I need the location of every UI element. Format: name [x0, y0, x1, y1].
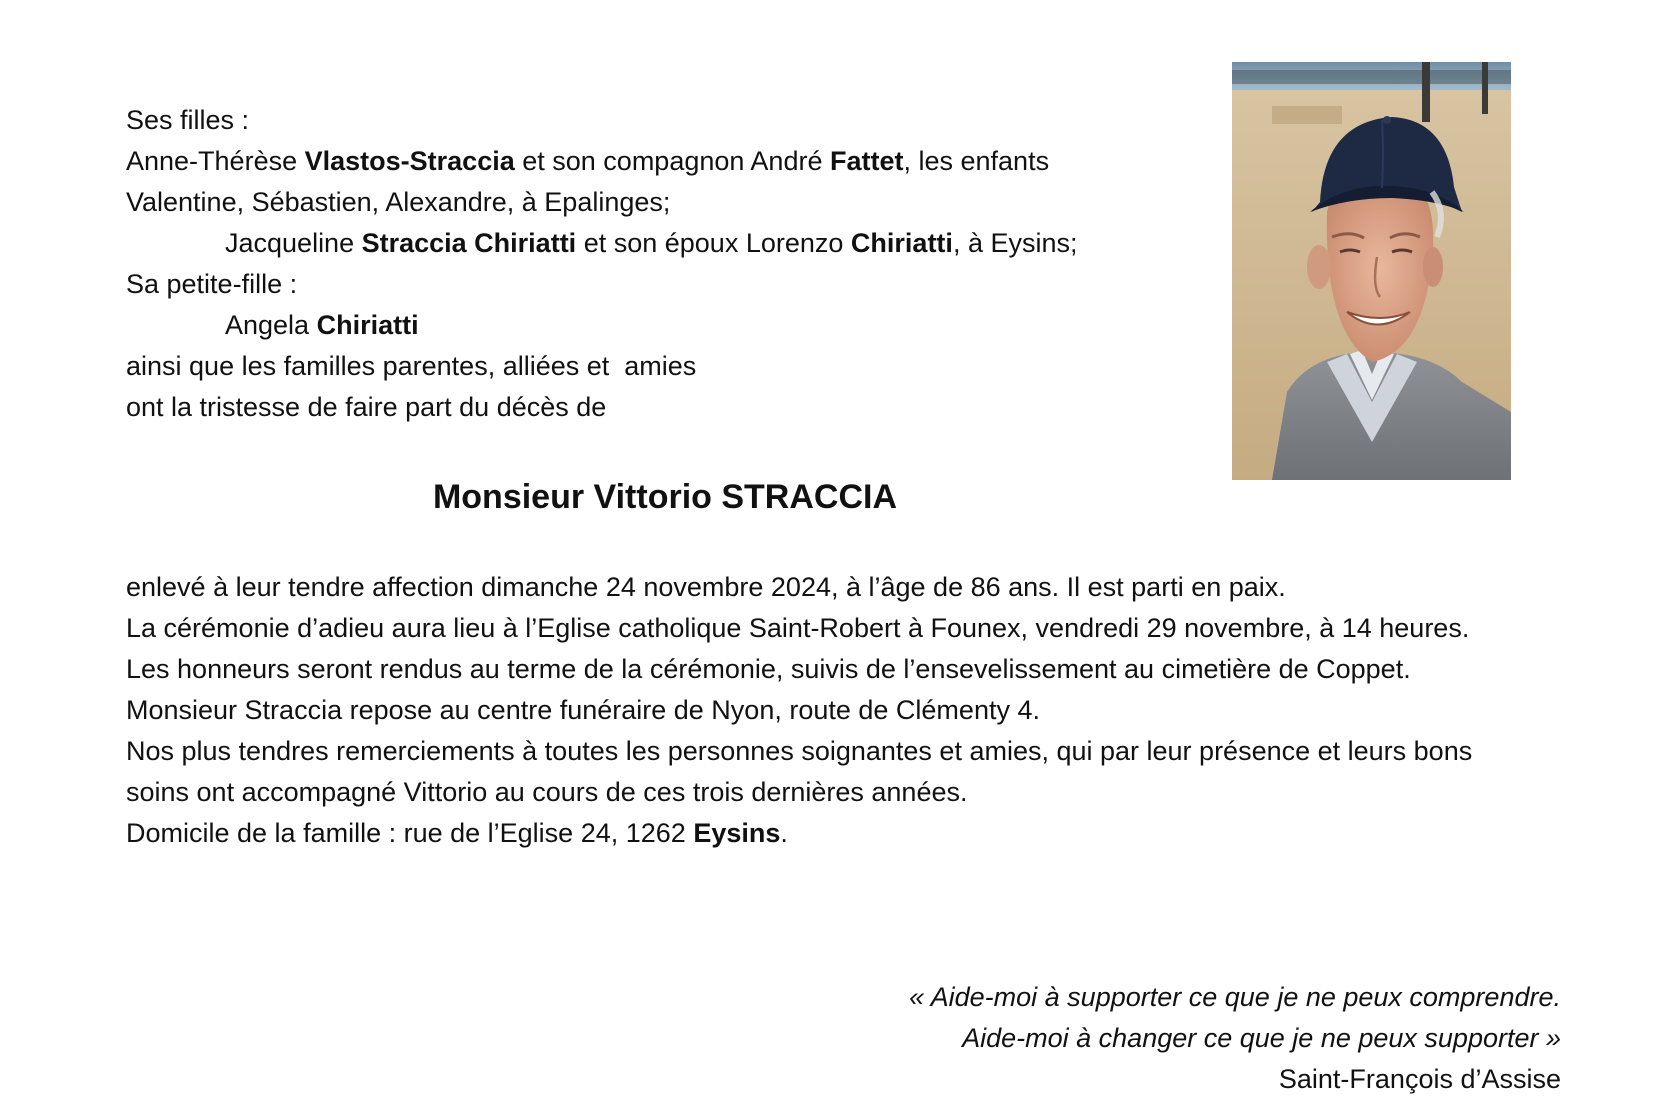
families-line: ainsi que les familles parentes, alliées et amies [126, 351, 697, 381]
daughter-1-surname: Vlastos-Straccia [304, 146, 515, 176]
family-town: Eysins [693, 818, 781, 848]
daughter-2-partner-surname: Chiriatti [850, 228, 953, 258]
deceased-name: Monsieur Vittorio STRACCIA [432, 478, 898, 516]
passing-paragraph: enlevé à leur tendre affection dimanche 24 novembre 2024, à l’âge de 86 ans. Il est parti en paix. [126, 572, 1286, 602]
daughter-2-line: Jacqueline Straccia Chiriatti et son époux Lorenzo Chiriatti, à Eysins; [225, 228, 1078, 258]
ceremony-paragraph: La cérémonie d’adieu aura lieu à l’Eglise catholique Saint-Robert à Founex, vendredi 29 novembre, à 14 heures. [126, 613, 1470, 643]
closing-quote [909, 977, 1561, 1100]
thanks-paragraph: Nos plus tendres remerciements à toutes les personnes soignantes et amies, qui par leur présence et leurs bons soins ont accompagné Vittorio au cours de ces trois dernières années. [126, 736, 1473, 807]
daughters-heading: Ses filles : [126, 105, 250, 135]
family-address-paragraph: Domicile de la famille : rue de l’Eglise 24, 1262 Eysins. [126, 818, 788, 848]
quote-line-1: « Aide-moi à supporter ce que je ne peux comprendre. [909, 982, 1561, 1012]
daughter-1-children: Valentine, Sébastien, Alexandre, à Epalinges; [126, 187, 671, 217]
announcement-line: ont la tristesse de faire part du décès de [126, 392, 607, 422]
daughter-1-line: Anne-Thérèse Vlastos-Straccia et son compagnon André Fattet, les enfants [126, 146, 1050, 176]
quote-author: Saint-François d’Assise [1278, 1064, 1561, 1094]
portrait-photo [1232, 62, 1511, 480]
granddaughter-line: Angela Chiriatti [225, 310, 419, 340]
daughter-2-surname: Straccia Chiriatti [361, 228, 577, 258]
family-announcement [126, 100, 1186, 428]
quote-line-2: Aide-moi à changer ce que je ne peux supporter » [962, 1023, 1561, 1053]
burial-paragraph: Les honneurs seront rendus au terme de la cérémonie, suivis de l’ensevelissement au cimetière de Coppet. [126, 654, 1411, 684]
granddaughter-heading: Sa petite-fille : [126, 269, 298, 299]
granddaughter-surname: Chiriatti [316, 310, 419, 340]
ceremony-details [126, 567, 1546, 854]
funeral-home-paragraph: Monsieur Straccia repose au centre funéraire de Nyon, route de Clémenty 4. [126, 695, 1040, 725]
daughter-1-partner-surname: Fattet [829, 146, 904, 176]
